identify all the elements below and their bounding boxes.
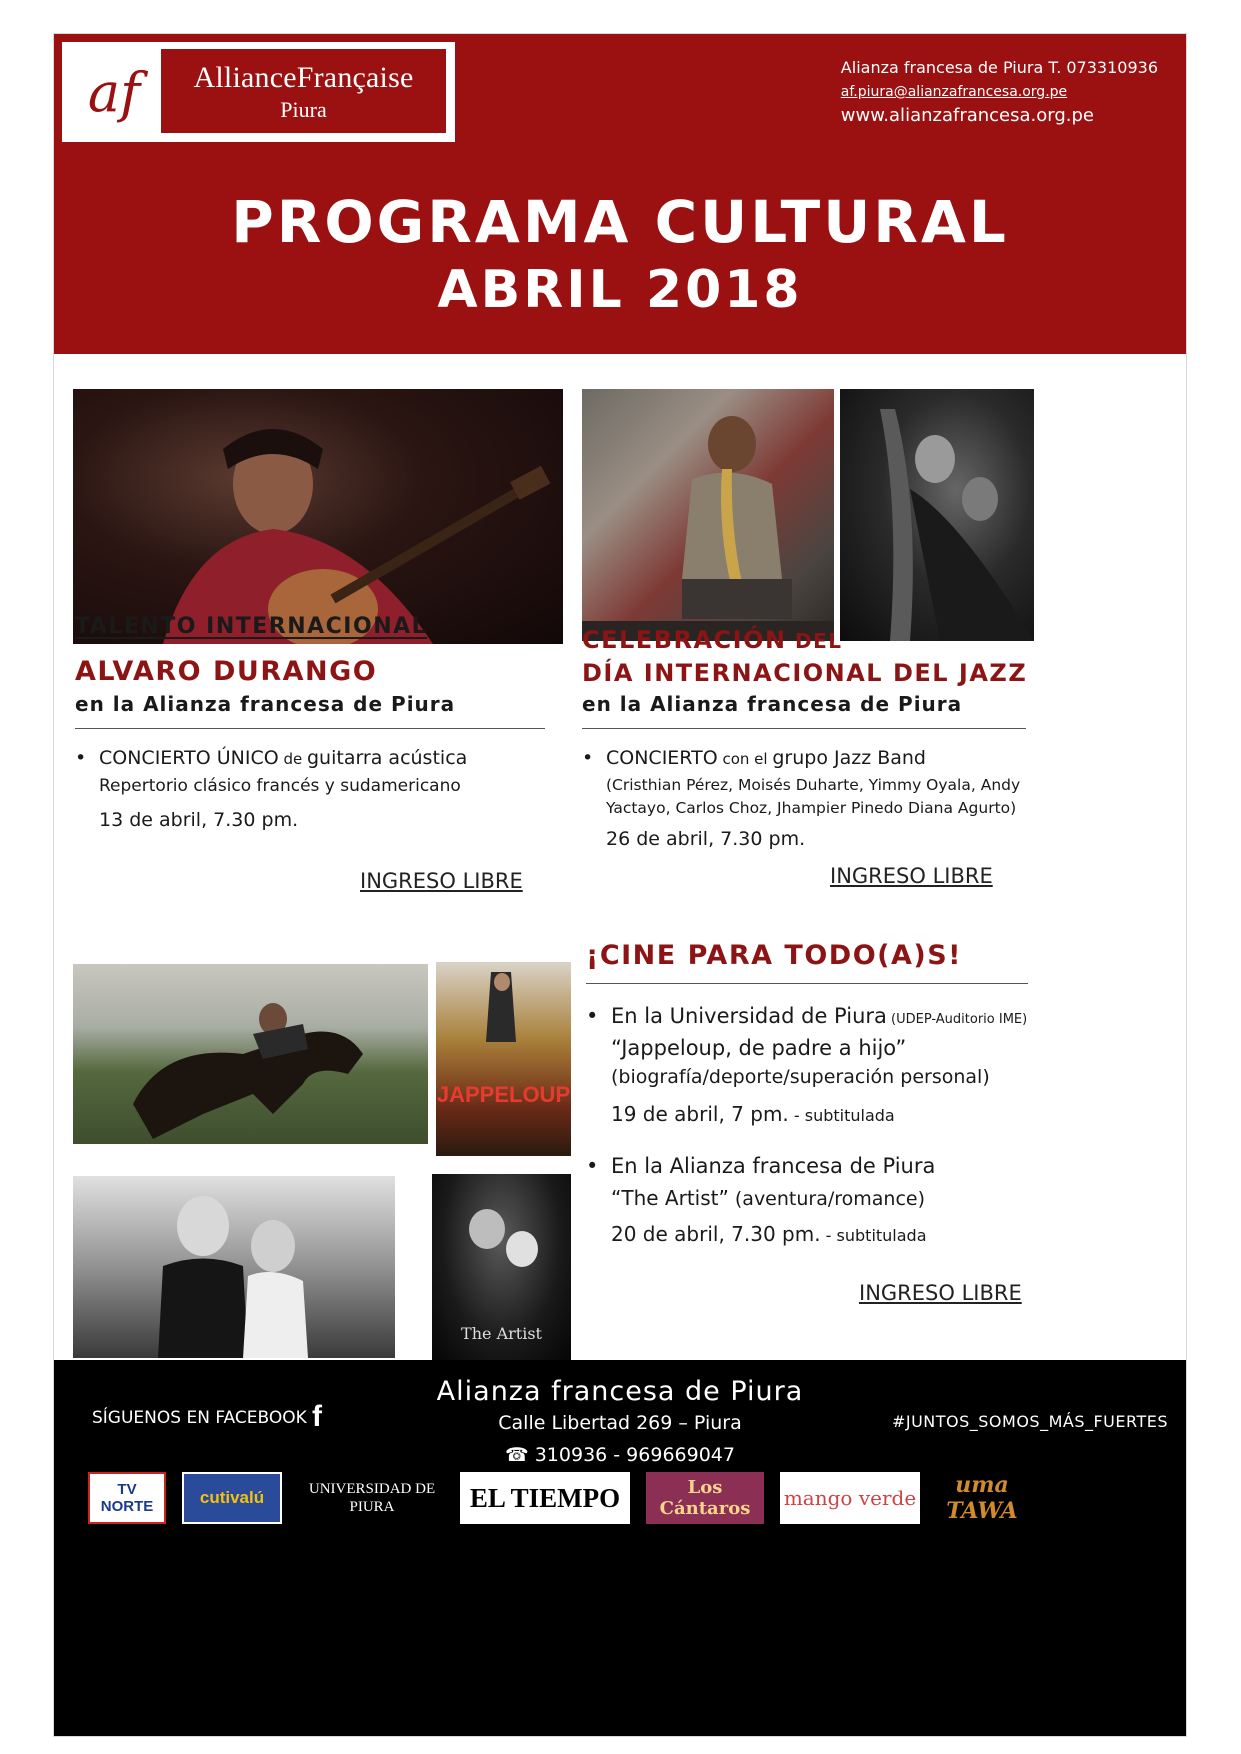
film2-venue: En la Alianza francesa de Piura xyxy=(611,1154,936,1178)
sponsor-udep-logo xyxy=(296,1472,448,1524)
film1-title: “Jappeloup, de padre a hijo” xyxy=(611,1036,907,1060)
cinema-bullet-1: • xyxy=(586,1004,599,1028)
event2-connector: con el xyxy=(717,750,773,768)
facebook-icon[interactable]: f xyxy=(312,1400,322,1433)
sponsor-los-cantaros: Los Cántaros xyxy=(659,1477,751,1519)
sponsor-cutivalu-logo xyxy=(182,1472,282,1524)
af-logo-mark: af xyxy=(87,60,141,124)
event2-date: 26 de abril, 7.30 pm. xyxy=(606,828,806,850)
saxophonist-photo xyxy=(582,389,834,641)
the-artist-poster xyxy=(432,1174,571,1360)
website-link[interactable]: www.alianzafrancesa.org.pe xyxy=(840,105,1095,126)
film1-venue: En la Universidad de Piura xyxy=(611,1004,887,1028)
jazz-band-illustration xyxy=(840,389,1034,641)
sponsor-cutivalu: cutivalú xyxy=(199,1488,265,1507)
film2-date: 20 de abril, 7.30 pm. xyxy=(611,1222,821,1246)
sponsor-el-tiempo: EL TIEMPO xyxy=(469,1482,621,1513)
jappeloup-poster-title: JAPPELOUP xyxy=(436,1082,571,1107)
the-artist-illustration xyxy=(73,1176,395,1358)
event2-divider xyxy=(582,728,1026,729)
sponsor-los-cantaros-logo xyxy=(646,1472,764,1524)
film2-title: “The Artist” xyxy=(611,1186,729,1210)
film2-title-line xyxy=(611,1186,925,1210)
event1-divider xyxy=(75,728,545,729)
sponsor-udep: UNIVERSIDAD DE PIURA xyxy=(308,1481,436,1515)
event2-bullet: • xyxy=(582,747,594,769)
event2-title-line2: DÍA INTERNACIONAL DEL JAZZ xyxy=(582,659,1028,687)
horse-jump-illustration xyxy=(73,964,428,1144)
alliance-logo xyxy=(62,42,455,142)
footer-org-name: Alianza francesa de Piura xyxy=(436,1376,804,1407)
facebook-label: SÍGUENOS EN FACEBOOK xyxy=(92,1408,307,1428)
sponsor-mango-verde: mango verde xyxy=(783,1486,917,1510)
cinema-divider xyxy=(586,983,1028,984)
contact-phone-line: Alianza francesa de Piura T. 073310936 xyxy=(840,58,1158,77)
event1-instrument: guitarra acústica xyxy=(306,747,468,769)
film1-genre: (biografía/deporte/superación personal) xyxy=(611,1066,990,1088)
event1-venue: en la Alianza francesa de Piura xyxy=(75,692,456,716)
jappeloup-still-photo xyxy=(73,964,428,1144)
event1-bullet: • xyxy=(75,747,87,769)
film2-subtitle-note: - subtitulada xyxy=(820,1226,927,1245)
jappeloup-poster-art xyxy=(436,962,571,1156)
event2-entry: INGRESO LIBRE xyxy=(830,864,993,888)
event1-repertoire-origin: francés y sudamericano xyxy=(251,776,461,796)
sponsor-uma-tawa-logo xyxy=(934,1472,1030,1524)
guitarist-photo xyxy=(73,389,563,644)
logo-wordmark xyxy=(160,48,447,134)
poster-page xyxy=(54,34,1186,1736)
event1-concert-type: CONCIERTO ÚNICO xyxy=(99,747,279,769)
logo-city: Piura xyxy=(280,97,327,122)
event1-concert-line xyxy=(99,747,467,769)
event1-connector: de xyxy=(278,750,307,768)
footer xyxy=(54,1360,1186,1736)
event2-members-2: Yactayo, Carlos Choz, Jhampier Pinedo Diana Agurto) xyxy=(606,799,1017,817)
film2-date-line xyxy=(611,1222,927,1246)
event2-del: DEL xyxy=(786,629,843,653)
film1-subtitle-note: - subtitulada xyxy=(788,1106,895,1125)
sponsor-el-tiempo-logo xyxy=(460,1472,630,1524)
footer-hashtag: #JUNTOS_SOMOS_MÁS_FUERTES xyxy=(891,1412,1168,1431)
contact-block xyxy=(841,56,1158,128)
footer-phone: ☎ 310936 - 969669047 xyxy=(505,1444,735,1466)
saxophonist-illustration xyxy=(582,389,834,641)
event1-category: TALENTO INTERNACIONAL xyxy=(75,614,428,639)
film1-date-line xyxy=(611,1102,895,1126)
cinema-title: ¡CINE PARA TODO(A)S! xyxy=(586,940,962,971)
email-link[interactable]: af.piura@alianzafrancesa.org.pe xyxy=(840,84,1068,100)
cinema-entry: INGRESO LIBRE xyxy=(859,1281,1022,1305)
the-artist-still-photo xyxy=(73,1176,395,1358)
event2-venue: en la Alianza francesa de Piura xyxy=(582,692,963,716)
event2-concert-type: CONCIERTO xyxy=(606,747,718,769)
footer-address: Calle Libertad 269 – Piura xyxy=(498,1412,742,1434)
sponsor-uma-tawa: uma TAWA xyxy=(946,1472,1018,1524)
header-banner xyxy=(54,34,1186,354)
event2-celebration: CELEBRACIÓN xyxy=(582,626,787,654)
film2-genre: (aventura/romance) xyxy=(728,1188,926,1210)
event1-artist: ALVARO DURANGO xyxy=(75,656,378,687)
the-artist-poster-title: The Artist xyxy=(461,1324,542,1343)
jazz-band-photo xyxy=(840,389,1034,641)
guitarist-illustration xyxy=(73,389,563,644)
sponsor-tv-norte: TV NORTE xyxy=(100,1481,154,1515)
program-title: PROGRAMA CULTURAL xyxy=(231,188,1009,256)
event1-repertoire: Repertorio clásico xyxy=(99,776,252,796)
film1-venue-note: (UDEP-Auditorio IME) xyxy=(886,1012,1028,1027)
jappeloup-poster xyxy=(436,962,571,1156)
cinema-bullet-2: • xyxy=(586,1154,599,1178)
event1-date: 13 de abril, 7.30 pm. xyxy=(99,809,299,831)
sponsor-mango-verde-logo xyxy=(780,1472,920,1524)
event1-entry: INGRESO LIBRE xyxy=(360,869,523,893)
film1-date: 19 de abril, 7 pm. xyxy=(611,1102,789,1126)
event2-members-1: (Cristhian Pérez, Moisés Duharte, Yimmy Oyala, Andy xyxy=(606,776,1021,794)
logo-name: AllianceFrançaise xyxy=(193,61,414,94)
film1-venue-line xyxy=(611,1004,1027,1028)
event1-repertoire-line xyxy=(99,776,461,796)
program-month: ABRIL 2018 xyxy=(437,260,803,320)
sponsor-tv-norte-logo xyxy=(88,1472,166,1524)
event2-band: grupo Jazz Band xyxy=(772,747,926,769)
event2-title-line1 xyxy=(582,626,843,654)
event2-concert-line xyxy=(606,747,926,769)
